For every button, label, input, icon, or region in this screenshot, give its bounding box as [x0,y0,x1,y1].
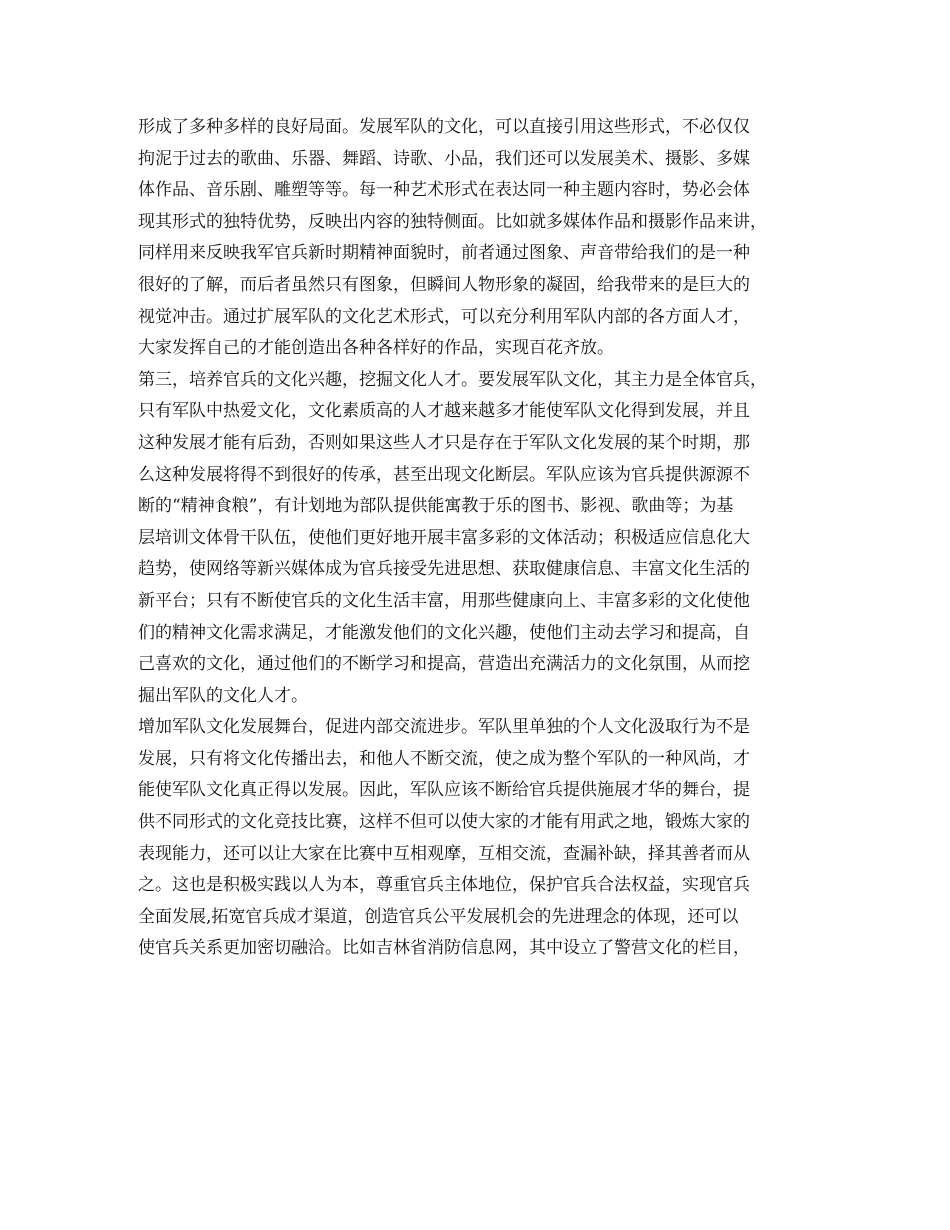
text-line: 只有军队中热爱文化，文化素质高的人才越来越多才能使军队文化得到发展，并且 [138,401,750,422]
text-line: 新平台；只有不断使官兵的文化生活丰富，用那些健康向上、丰富多彩的文化使他 [138,590,750,611]
text-line: 能使军队文化真正得以发展。因此，军队应该不断给官兵提供施展才华的舞台，提 [138,780,750,801]
text-line: 断的“精神食粮”，有计划地为部队提供能寓教于乐的图书、影视、歌曲等；为基 [138,496,734,517]
text-line: 们的精神文化需求满足，才能激发他们的文化兴趣，使他们主动去学习和提高，自 [138,622,750,643]
text-line: 这种发展才能有后劲，否则如果这些人才只是存在于军队文化发展的某个时期，那 [138,432,750,453]
text-line: 视觉冲击。通过扩展军队的文化艺术形式，可以充分利用军队内部的各方面人才， [138,306,750,327]
text-line: 很好的了解，而后者虽然只有图象，但瞬间人物形象的凝固，给我带来的是巨大的 [138,274,750,295]
text-line: 形成了多种多样的良好局面。发展军队的文化，可以直接引用这些形式，不必仅仅 [138,117,750,137]
text-line: 拘泥于过去的歌曲、乐器、舞蹈、诗歌、小品，我们还可以发展美术、摄影、多媒 [138,148,750,169]
text-line: 第三，培养官兵的文化兴趣，挖掘文化人才。要发展军队文化，其主力是全体官兵， [138,369,767,390]
text-line: 使官兵关系更加密切融洽。比如吉林省消防信息网，其中设立了警营文化的栏目， [138,938,750,959]
text-line: 增加军队文化发展舞台，促进内部交流进步。军队里单独的个人文化汲取行为不是 [138,717,750,738]
text-line: 之。这也是积极实践以人为本，尊重官兵主体地位，保护官兵合法权益，实现官兵 [138,875,750,896]
text-line: 么这种发展将得不到很好的传承，甚至出现文化断层。军队应该为官兵提供源源不 [138,464,750,485]
text-line: 现其形式的独特优势，反映出内容的独特侧面。比如就多媒体作品和摄影作品来讲， [138,211,767,232]
text-line: 掘出军队的文化人才。 [138,685,308,706]
text-line: 全面发展,拓宽官兵成才渠道，创造官兵公平发展机会的先进理念的体现，还可以 [138,906,739,927]
body-text [138,112,818,965]
text-line: 大家发挥自己的才能创造出各种各样好的作品，实现百花齐放。 [138,338,614,359]
text-line: 体作品、音乐剧、雕塑等等。每一种艺术形式在表达同一种主题内容时，势必会体 [138,180,750,201]
text-line: 层培训文体骨干队伍，使他们更好地开展丰富多彩的文体活动；积极适应信息化大 [138,527,750,548]
text-line: 趋势，使网络等新兴媒体成为官兵接受先进思想、获取健康信息、丰富文化生活的 [138,559,750,580]
text-line: 表现能力，还可以让大家在比赛中互相观摩，互相交流，查漏补缺，择其善者而从 [138,843,750,864]
text-line: 供不同形式的文化竞技比赛，这样不但可以使大家的才能有用武之地，锻炼大家的 [138,812,750,833]
text-line: 己喜欢的文化，通过他们的不断学习和提高，营造出充满活力的文化氛围，从而挖 [138,654,750,675]
text-line: 发展，只有将文化传播出去，和他人不断交流，使之成为整个军队的一种风尚，才 [138,748,750,769]
text-line: 同样用来反映我军官兵新时期精神面貌时，前者通过图象、声音带给我们的是一种 [138,243,750,264]
